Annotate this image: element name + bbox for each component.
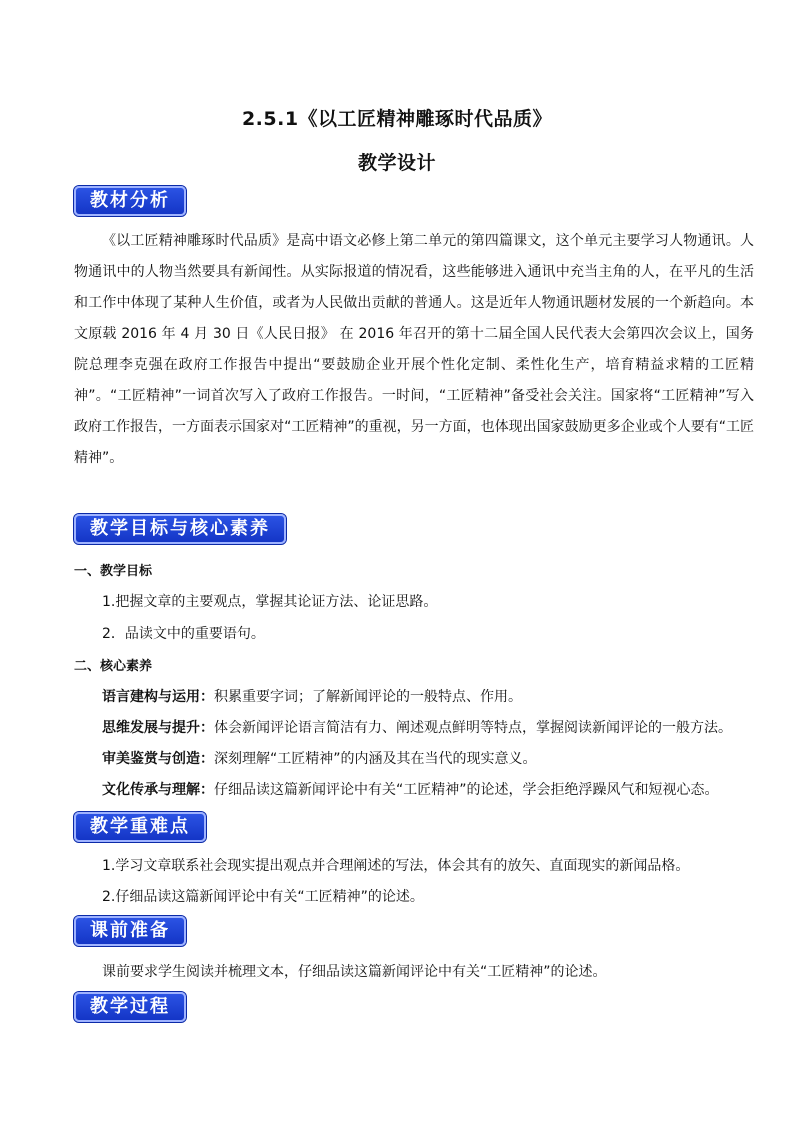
analysis-paragraph: 《以工匠精神雕琢时代品质》是高中语文必修上第二单元的第四篇课文，这个单元主要学习人物通讯。人物通讯中的人物当然要具有新闻性。从实际报道的情况看，这些能够进入通讯中充当主角的人，在平凡的生活和工作中体现了某种人生价值，或者为人民做出贡献的普通人。这是近年人物通讯题材发展的一个新趋向。本文原载 2016 年 4 月 30 日《人民日报》 在 2016 年召开的第十二届全国人民代表大会第四次会议上，国务院总理李克强在政府工作报告中提出“要鼓励企业开展个性化定制、柔性化生产，培育精益求精的工匠精神”。“工匠精神”一词首次写入了政府工作报告。一时间，“工匠精神”备受社会关注。国家将“工匠精神”写入政府工作报告，一方面表示国家对“工匠精神”的重视，另一方面，也体现出国家鼓励更多企业或个人要有“工匠精神”。 bbox=[74, 233, 754, 466]
section-badge-difficulty: 教学重难点 bbox=[74, 812, 206, 842]
core-item-3-label: 审美鉴赏与创造： bbox=[102, 751, 214, 767]
prep-text: 课前要求学生阅读并梳理文本，仔细品读这篇新闻评论中有关“工匠精神”的论述。 bbox=[102, 964, 607, 980]
core-item-2 bbox=[102, 717, 732, 737]
core-literacy-heading: 二、核心素养 bbox=[74, 659, 153, 674]
core-item-3 bbox=[102, 748, 537, 768]
section-badge-process: 教学过程 bbox=[74, 992, 186, 1022]
document-subtitle: 教学设计 bbox=[357, 152, 436, 174]
core-item-4 bbox=[102, 779, 719, 799]
document-title: 2.5.1《以工匠精神雕琢时代品质》 bbox=[241, 108, 553, 130]
difficulty-item-2: 2.仔细品读这篇新闻评论中有关“工匠精神”的论述。 bbox=[102, 889, 424, 905]
core-item-1 bbox=[102, 686, 522, 706]
goal-item-1: 1.把握文章的主要观点，掌握其论证方法、论证思路。 bbox=[102, 594, 438, 610]
core-item-1-text: 积累重要字词；了解新闻评论的一般特点、作用。 bbox=[214, 689, 522, 705]
core-item-1-label: 语言建构与运用： bbox=[102, 689, 214, 705]
section-badge-prep: 课前准备 bbox=[74, 916, 186, 946]
core-item-4-text: 仔细品读这篇新闻评论中有关“工匠精神”的论述，学会拒绝浮躁风气和短视心态。 bbox=[214, 782, 719, 798]
difficulty-item-1: 1.学习文章联系社会现实提出观点并合理阐述的写法，体会其有的放矢、直面现实的新闻品格。 bbox=[102, 858, 690, 874]
goals-heading: 一、教学目标 bbox=[74, 564, 153, 579]
core-item-2-label: 思维发展与提升： bbox=[102, 720, 214, 736]
section-badge-goals: 教学目标与核心素养 bbox=[74, 514, 286, 544]
section-badge-analysis: 教材分析 bbox=[74, 186, 186, 216]
core-item-2-text: 体会新闻评论语言简洁有力、阐述观点鲜明等特点，掌握阅读新闻评论的一般方法。 bbox=[214, 720, 732, 736]
core-item-4-label: 文化传承与理解： bbox=[102, 782, 214, 798]
core-item-3-text: 深刻理解“工匠精神”的内涵及其在当代的现实意义。 bbox=[214, 751, 537, 767]
goal-item-2: 2．品读文中的重要语句。 bbox=[102, 626, 265, 642]
